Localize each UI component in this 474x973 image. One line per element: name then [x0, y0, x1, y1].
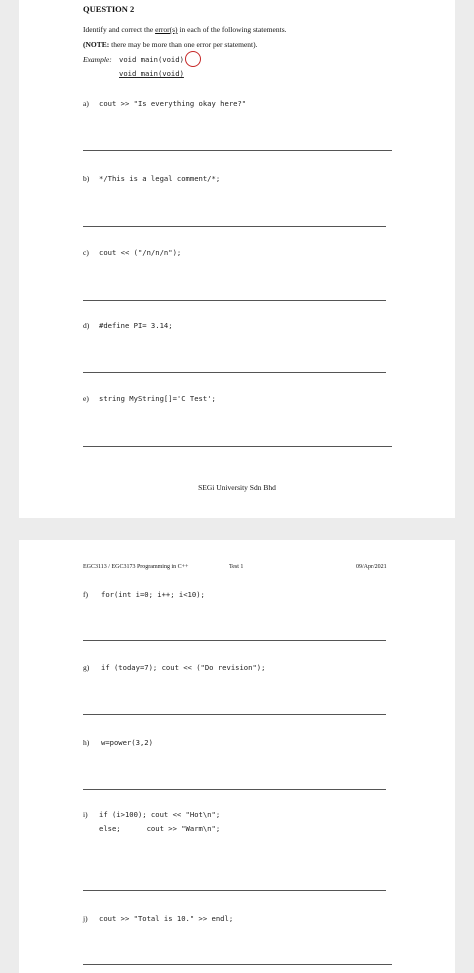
item-code-line-2: else; cout >> "Warm\n";: [99, 824, 221, 833]
item-code: w=power(3,2): [101, 738, 153, 747]
item-label: h): [83, 738, 90, 747]
item-code: cout >> "Is everything okay here?": [99, 99, 247, 108]
page-footer: SEGi University Sdn Bhd: [198, 483, 276, 492]
note-text: there may be more than one error per statement).: [109, 40, 258, 49]
answer-line: [83, 150, 392, 151]
item-code: cout >> "Total is 10." >> endl;: [99, 914, 234, 923]
item-label: g): [83, 663, 90, 672]
item-code: cout << ("/n/n/n");: [99, 248, 182, 257]
note-label: (NOTE:: [83, 40, 110, 49]
answer-line: [83, 446, 392, 447]
errors-underlined-word: error(s): [155, 25, 178, 34]
document-page-2: [19, 540, 455, 973]
item-code: #define PI= 3.14;: [99, 321, 173, 330]
note-line: [83, 40, 258, 49]
example-label: Example:: [83, 55, 112, 64]
item-label: f): [83, 590, 88, 599]
document-page-1: [19, 0, 455, 518]
item-label: i): [83, 810, 88, 819]
header-course: EGC3113 / EGC3173 Programming in C++: [83, 564, 189, 570]
instruction-text: Identify and correct the: [83, 25, 156, 34]
header-test: Test 1: [229, 564, 244, 570]
header-date: 09/Apr/2021: [356, 564, 387, 570]
item-code: */This is a legal comment/*;: [99, 174, 221, 183]
answer-line: [83, 300, 386, 301]
error-circle-mark: [185, 51, 201, 67]
answer-line: [83, 789, 386, 790]
item-code: if (i>100); cout << "Hot\n";: [99, 810, 221, 819]
answer-line: [83, 372, 386, 373]
item-label: d): [83, 321, 90, 330]
instruction-line: [83, 25, 287, 34]
example-correction: void main(void): [119, 69, 184, 78]
question-title: QUESTION 2: [83, 4, 135, 14]
answer-line: [83, 640, 386, 641]
item-label: b): [83, 174, 90, 183]
example-code: void main(void): [119, 55, 184, 64]
item-label: e): [83, 394, 89, 403]
item-label: c): [83, 248, 89, 257]
answer-line: [83, 226, 386, 227]
item-code: string MyString[]='C Test';: [99, 394, 216, 403]
instruction-text-end: in each of the following statements.: [177, 25, 287, 34]
answer-line: [83, 964, 392, 965]
answer-line: [83, 714, 386, 715]
item-code: for(int i=0; i++; i<10);: [101, 590, 205, 599]
item-code: if (today=7); cout << ("Do revision");: [101, 663, 266, 672]
answer-line: [83, 890, 386, 891]
item-label: j): [83, 914, 88, 923]
item-label: a): [83, 99, 89, 108]
